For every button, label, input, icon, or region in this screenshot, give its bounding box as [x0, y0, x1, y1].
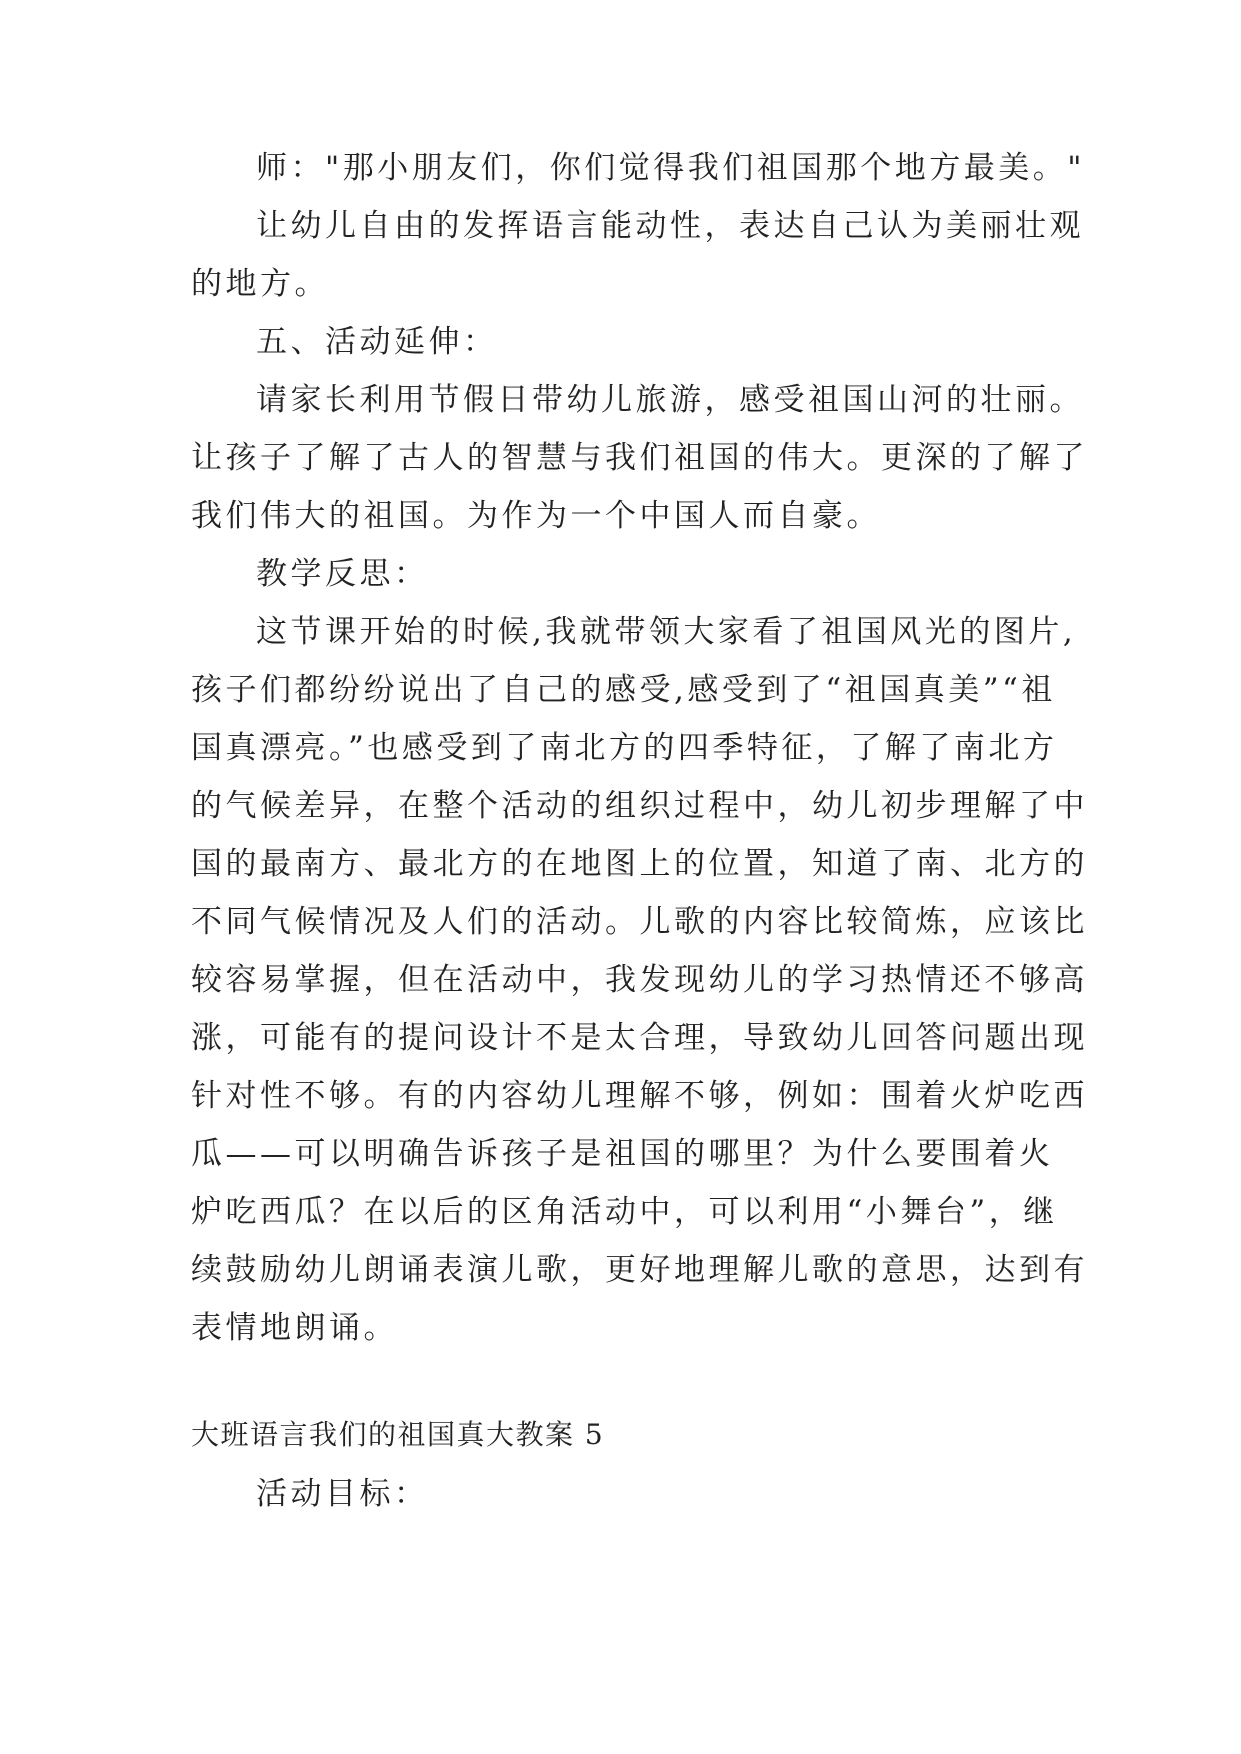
section-label-reflection: 教学反思： — [256, 556, 429, 592]
text-line: 孩子们都纷纷说出了自己的感受,感受到了“祖国真美”“祖 — [191, 672, 1056, 708]
text-line: 这节课开始的时候,我就带领大家看了祖国风光的图片, — [256, 614, 1077, 650]
text-line: 的地方。 — [191, 266, 329, 302]
text-line: 涨，可能有的提问设计不是太合理，导致幼儿回答问题出现 — [191, 1020, 1088, 1056]
text-line: 表情地朗诵。 — [191, 1310, 398, 1346]
section-label-goals: 活动目标： — [256, 1476, 429, 1512]
text-line: 让孩子了解了古人的智慧与我们祖国的伟大。更深的了解了 — [191, 440, 1088, 476]
section-title: 大班语言我们的祖国真大教案 5 — [191, 1418, 605, 1451]
dialogue-line: 师："那小朋友们，你们觉得我们祖国那个地方最美。" — [256, 150, 1086, 186]
text-line: 瓜——可以明确告诉孩子是祖国的哪里？为什么要围着火 — [191, 1136, 1054, 1172]
text-line: 针对性不够。有的内容幼儿理解不够，例如：围着火炉吃西 — [191, 1078, 1088, 1114]
text-line: 国的最南方、最北方的在地图上的位置，知道了南、北方的 — [191, 846, 1088, 882]
text-line: 不同气候情况及人们的活动。儿歌的内容比较简炼，应该比 — [191, 904, 1088, 940]
text-line: 的气候差异，在整个活动的组织过程中，幼儿初步理解了中 — [191, 788, 1088, 824]
text-line: 请家长利用节假日带幼儿旅游，感受祖国山河的壮丽。 — [256, 382, 1084, 418]
text-line: 国真漂亮。”也感受到了南北方的四季特征，了解了南北方 — [191, 730, 1058, 766]
text-line: 续鼓励幼儿朗诵表演儿歌，更好地理解儿歌的意思，达到有 — [191, 1252, 1088, 1288]
text-line: 我们伟大的祖国。为作为一个中国人而自豪。 — [191, 498, 881, 534]
text-line: 较容易掌握，但在活动中，我发现幼儿的学习热情还不够高 — [191, 962, 1088, 998]
text-line: 让幼儿自由的发挥语言能动性，表达自己认为美丽壮观 — [256, 208, 1084, 244]
text-line: 炉吃西瓜？在以后的区角活动中，可以利用“小舞台”，继 — [191, 1194, 1058, 1230]
section-label-extension: 五、活动延伸： — [256, 324, 498, 360]
